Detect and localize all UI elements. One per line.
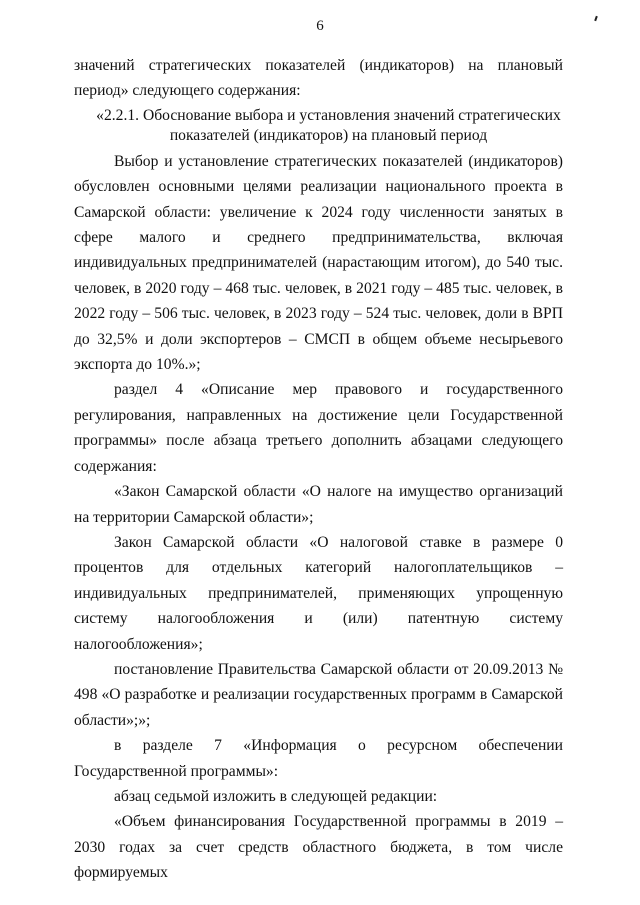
paragraph-government-resolution: постановление Правительства Самарской области от 20.09.2013 № 498 «О разработке и реализации государственных программ в Самарской области»;»; bbox=[74, 660, 563, 729]
document-body bbox=[74, 53, 563, 886]
paragraph-section-4-amendment: раздел 4 «Описание мер правового и государственного регулирования, направленных на достижение цели Государственной программы» после абзаца третьего дополнить абзацами следующего содержания: bbox=[74, 381, 563, 475]
paragraph-continuation: значений стратегических показателей (индикаторов) на плановый период» следующего содержания: bbox=[74, 57, 563, 100]
paragraph-financing-volume: «Объем финансирования Государственной программы в 2019 – 2030 годах за счет средств областного бюджета, в том числе формируемых bbox=[74, 813, 563, 882]
paragraph-zero-rate-law: Закон Самарской области «О налоговой ставке в размере 0 процентов для отдельных категорий налогоплательщиков – индивидуальных предпринимателей, применяющих упрощенную систему налогообложения и (или) патентную систему налогообложения»; bbox=[74, 533, 563, 653]
paragraph-seventh-clause: абзац седьмой изложить в следующей редакции: bbox=[114, 787, 438, 805]
paragraph-indicators-justification: Выбор и установление стратегических показателей (индикаторов) обусловлен основными целями реализации национального проекта в Самарской области: увеличение к 2024 году численности занятых в сфере малого и среднего предпринимательства, включая индивидуальных предпринимателей (нарастающим итогом), до 540 тыс. человек, в 2020 году – 468 тыс. человек, в 2021 году – 485 тыс. человек, в 2022 году – 506 тыс. человек, в 2023 году – 524 тыс. человек, доли в ВРП до 32,5% и доли экспортеров – СМСП в общем объеме несырьевого экспорта до 10%.»; bbox=[74, 152, 563, 374]
page-number: 6 bbox=[316, 18, 324, 34]
paragraph-property-tax-law: «Закон Самарской области «О налоге на имущество организаций на территории Самарской области»; bbox=[74, 483, 563, 526]
paragraph-section-7-amendment: в разделе 7 «Информация о ресурсном обеспечении Государственной программы»: bbox=[74, 737, 563, 780]
section-heading: «2.2.1. Обоснование выбора и установления значений стратегических показателей (индикаторов) на плановый период bbox=[96, 106, 561, 144]
